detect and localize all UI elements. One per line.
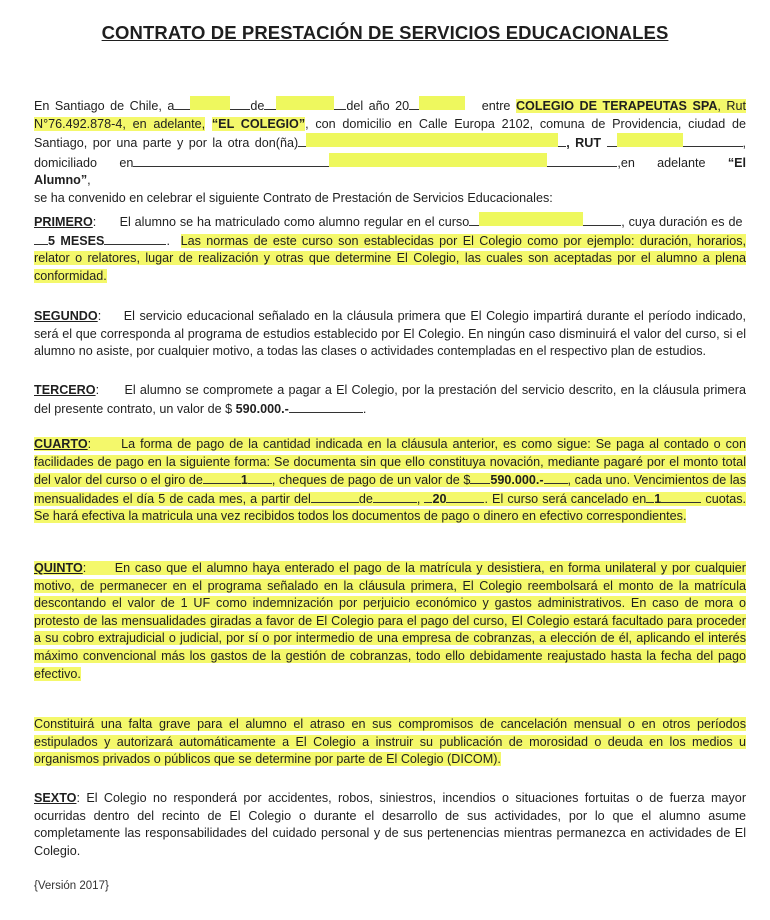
cuarto-de-text: de xyxy=(358,491,373,506)
quinto-heading: QUINTO xyxy=(34,561,83,575)
course-blank xyxy=(469,213,479,226)
day-blank-2 xyxy=(230,97,250,110)
address-blank xyxy=(133,154,329,167)
intro-en-adelante-text: ,en adelante xyxy=(617,155,706,170)
tercero-heading: TERCERO xyxy=(34,383,96,397)
address-blank-2 xyxy=(547,154,617,167)
colegio-name: COLEGIO DE TERAPEUTAS SPA xyxy=(515,99,718,113)
cuarto-cuotas-value: 1 xyxy=(654,491,662,506)
cuarto-year-value: 20 xyxy=(432,491,447,506)
clause-primero: PRIMERO: El alumno se ha matriculado como alumno regular en el curso , cuya duración es de 5 MESES . Las normas de este curso son establecidas por El Colegio como por ejemplo: duración, horarios, relator o relatores, lugar de realización y otras que determine El Colegio, las cuales son aceptadas por el alumno a plena conformidad. xyxy=(34,212,746,285)
cuarto-matricula-text: cuotas. Se hará efectiva la matricula una vez recibidos todos los documentos de pago o dinero en efectivo correspondientes. xyxy=(34,491,746,524)
primero-text: El alumno se ha matriculado como alumno regular en el curso xyxy=(119,215,470,229)
cheque-blank-2 xyxy=(544,471,568,484)
rut2-blank xyxy=(607,134,617,147)
intro-entre-text: entre xyxy=(481,99,511,113)
rut2-label: , RUT xyxy=(566,136,602,151)
address-highlight xyxy=(329,153,547,167)
intro-domiciliado-text: , domiciliado xyxy=(34,136,747,170)
course-blank-2 xyxy=(583,213,621,226)
cuotas-blank-2 xyxy=(661,490,701,503)
vencimiento-year-blank-2 xyxy=(446,490,484,503)
duration-blank xyxy=(34,232,48,245)
clause-sexto: SEXTO: El Colegio no responderá por accidentes, robos, siniestros, incendios o situaciones fortuitas o de fuerza mayor ocurridas dentro del recinto de El Colegio o durante el desarrollo de sus actividades, por lo que el alumno asume completamente las responsabilidades del cuidado personal y de sus pertenencias mientras permanezca en actividades de El Colegio. xyxy=(34,791,747,858)
clause-segundo: SEGUNDO: El servicio educacional señalado en la cláusula primera que El Colegio impartirá durante el período indicado, será el que corresponda al programa de estudios establecido por El Colegio. En ningún caso disminuirá el valor del curso, si el alumno no asiste, por cualquier motivo, a todas las clases o actividades contempladas en el respectivo plan de estudios. xyxy=(34,309,746,359)
el-colegio-label: “EL COLEGIO” xyxy=(211,116,306,131)
year-highlight xyxy=(419,96,465,110)
el-alumno-label: “El Alumno” xyxy=(34,155,747,188)
rut-value: N°76.492.878-4, en adelante, xyxy=(34,116,206,131)
quinto-text: En caso que el alumno haya enterado el pago de la matrícula y desistiera, en forma unilateral y por cualquier motivo, de permanecer en el programa señalado en la cláusula primera, El Colegio reembolsará el monto de la matrícula descontando el valor de 1 UF como indemnización por perjuicio económico y gastos administrativos. En caso de mora o protesto de las mensualidades giradas a favor de El Colegio para el pago del curso, El Colegio estará facultado para proceder a su cobro extrajudicial o judicial, por sí o por intermedio de una empresa de cobranzas, a elección de él, aplicando el interés máximo convencional más los gastos de la gestión de cobranzas, todo ello debidamente reajustado hasta la fecha del pago efectivo. xyxy=(34,561,747,681)
cuarto-text: La forma de pago de la cantidad indicada en la cláusula anterior, es como sigue: Se paga al contado o con facilidades de pago en la siguiente forma: Se documenta sin que ello constituya novación, mediante pagaré por el monto total del valor del curso o el giro de xyxy=(34,437,746,488)
document-title: CONTRATO DE PRESTACIÓN DE SERVICIOS EDUCACIONALES xyxy=(101,22,669,43)
vencimiento-month-blank xyxy=(311,490,359,503)
clause-quinto: QUINTO: En caso que el alumno haya enterado el pago de la matrícula y desistiera, en forma unilateral y por cualquier motivo, de permanecer en el programa señalado en la cláusula primera, El Colegio reembolsará el monto de la matrícula descontando el valor de 1 UF como indemnización por perjuicio económico y gastos administrativos. En caso de mora o protesto de las mensualidades giradas a favor de El Colegio para el pago del curso, El Colegio estará facultado para proceder a su cobro extrajudicial o judicial, por sí o por intermedio de una empresa de cobranzas, a elección de él, aplicando el interés máximo convencional más los gastos de la gestión de cobranzas, todo ello debidamente reajustado hasta la fecha del pago efectivo. xyxy=(34,561,747,681)
intro-paragraph: En Santiago de Chile, a de del año 20 entre COLEGIO DE TERAPEUTAS SPA, Rut N°76.492.878-4, en adelante, “EL COLEGIO”, con domicilio en Calle Europa 2102, comuna de Providencia, ciudad de Santiago, por una parte y por la otra don(ña) , RUT , domiciliado en ,en adelante “El Alumno”, se ha convenido en celebrar el siguiente Contrato de Prestación de Servicios Educacionales: xyxy=(34,96,746,208)
name-blank xyxy=(298,134,306,147)
name-highlight xyxy=(306,133,558,147)
clause-cuarto: CUARTO: La forma de pago de la cantidad indicada en la cláusula anterior, es como sigue: Se paga al contado o con facilidades de pago en la siguiente forma: Se documenta sin que ello constituya novación, mediante pagaré por el monto total del valor del curso o el giro de 1 , cheques de pago de un valor de $ 590.000.- , cada uno. Vencimientos de las mensualidades el día 5 de cada mes, a partir del de , 20 . El curso será cancelado en 1 cuotas. Se hará efectiva la matricula una vez recibidos todos los documentos de pago o dinero en efectivo correspondientes. xyxy=(34,437,746,524)
cuarto-cancelado-text: . El curso será cancelado en xyxy=(484,491,647,506)
sexto-text: El Colegio no responderá por accidentes, robos, siniestros, incendios o situaciones fortuitas o de fuerza mayor ocurridas dentro del recinto de El Colegio o durante el desarrollo de sus actividades, por lo que el alumno asume completamente las responsabilidades del cuidado personal y de sus pertenencias mientras permanezca en actividades de El Colegio. xyxy=(34,791,747,858)
segundo-heading: SEGUNDO xyxy=(34,309,98,323)
clause-tercero: TERCERO: El alumno se compromete a pagar a El Colegio, por la prestación del servicio descrito, en la cláusula primera del presente contrato, un valor de $ 590.000.- . xyxy=(34,383,746,416)
clause-quinto-falta-grave xyxy=(34,716,746,769)
month-highlight xyxy=(276,96,334,110)
intro-de-text: de xyxy=(250,99,265,113)
intro-year-text: del año 20 xyxy=(346,99,410,113)
primero-normas-text: Las normas de este curso son establecidas por El Colegio como por ejemplo: duración, horarios, relator o relatores, lugar de realización y otras que determine El Colegio, las cuales son aceptadas por el alumno a plena conformidad. xyxy=(34,233,747,283)
vencimiento-blank xyxy=(373,490,417,503)
day-blank xyxy=(174,97,190,110)
intro-en-text: en xyxy=(119,155,134,170)
version-label: {Versión 2017} xyxy=(34,880,109,892)
intro-convenido-text: se ha convenido en celebrar el siguiente Contrato de Prestación de Servicios Educacionales: xyxy=(34,190,553,205)
giro-blank-2 xyxy=(248,471,272,484)
duration-blank-2 xyxy=(104,232,166,245)
rut2-highlight xyxy=(617,133,683,147)
rut-label: , Rut xyxy=(717,99,747,113)
primero-duration-text: , cuya duración es xyxy=(621,215,725,229)
name-blank-2 xyxy=(558,134,566,147)
primero-de-text: de xyxy=(728,215,743,229)
giro-blank xyxy=(203,471,241,484)
cuarto-giro-value: 1 xyxy=(240,473,248,488)
tercero-value: 590.000.- xyxy=(235,401,289,416)
day-highlight xyxy=(190,96,230,110)
intro-domicilio-text: , con domicilio en Calle Europa 2102, comuna de Providencia, ciudad de Santiago, xyxy=(34,116,746,151)
cuarto-heading: CUARTO xyxy=(34,437,88,451)
year-blank xyxy=(409,97,419,110)
sexto-heading: SEXTO xyxy=(34,791,77,805)
month-blank xyxy=(264,97,276,110)
tercero-blank xyxy=(289,400,363,413)
quinto-falta-grave-text: Constituirá una falta grave para el alumno el atraso en sus compromisos de cancelación mensual o en otros períodos estipulados y autorizará automáticamente a El Colegio a instruir su publicación de morosidad o deuda en los medios u organismos privados o públicos que se determine por parte de El Colegio (DICOM). xyxy=(34,717,746,767)
cuarto-cheques-text: , cheques de pago de un valor de $ xyxy=(271,473,471,488)
month-blank-2 xyxy=(334,97,346,110)
cheque-blank xyxy=(470,471,490,484)
tercero-text: El alumno se compromete a pagar a El Colegio, por la prestación del servicio descrito, en la cláusula primera del presente contrato, un valor de $ xyxy=(34,383,746,416)
primero-heading: PRIMERO xyxy=(34,215,93,229)
primero-duration-value: 5 MESES xyxy=(48,233,105,248)
cuarto-cheque-value: 590.000.- xyxy=(490,473,544,488)
segundo-text: El servicio educacional señalado en la cláusula primera que El Colegio impartirá durante el período indicado, será el que corresponda al programa de estudios establecido por El Colegio. En ningún caso disminuirá el valor del curso, si el alumno no asiste, por cualquier motivo, a todas las clases o actividades contempladas en el respectivo plan de estudios. xyxy=(34,309,746,359)
cuarto-vencimientos-text: , cada uno. Vencimientos de las mensualidades el día 5 de cada mes, a partir del xyxy=(34,473,746,506)
intro-por-parte-text: por una parte y por la otra don(ña) xyxy=(92,136,299,151)
intro-city-text: En Santiago de Chile, a xyxy=(34,99,175,113)
rut2-blank-2 xyxy=(683,134,743,147)
course-highlight xyxy=(479,212,583,226)
